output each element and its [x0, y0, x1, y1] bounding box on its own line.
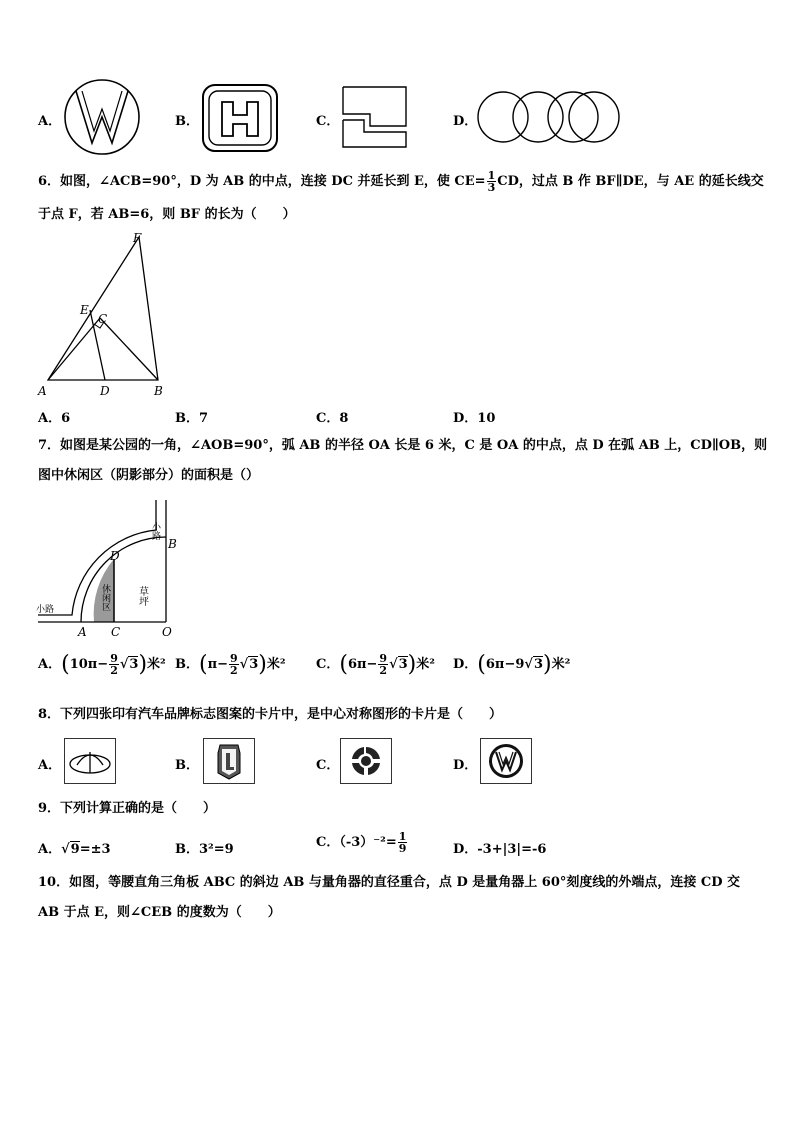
- q6-text-part2: CD，过点 B 作 BF∥DE，与 AE 的延长线交: [497, 174, 764, 189]
- q9-option-a: A．√9=±3: [38, 842, 111, 857]
- q6-fraction: [487, 170, 497, 193]
- q8-option-b-label: B．: [175, 758, 199, 773]
- q8-option-a-label: A．: [38, 758, 62, 773]
- label-path-left: 小路: [36, 605, 55, 615]
- q7-option-d: D．(6π−9√3)米²: [453, 652, 571, 677]
- q7-option-c: C．(6π− $\frac{9}{2}$ √3)米²: [316, 652, 435, 677]
- q5-option-d-label: D．: [453, 114, 478, 129]
- q5-option-a-label: A．: [38, 114, 62, 129]
- triangle-figure-q6: [30, 228, 180, 400]
- label-c: C: [111, 625, 121, 639]
- question-8-text: 8．下列四张印有汽车品牌标志图案的卡片中，是中心对称图形的卡片是（ ）: [38, 707, 503, 722]
- label-o: O: [162, 625, 172, 639]
- q6-text-part1: 6．如图，∠ACB=90°，D 为 AB 的中点，连接 DC 并延长到 E，使 CE=: [38, 174, 486, 189]
- label-lawn: 草坪: [136, 586, 148, 606]
- q6-option-c: C．8: [316, 411, 349, 426]
- label-f: F: [133, 231, 142, 245]
- question-9-text: 9．下列计算正确的是（ ）: [38, 801, 217, 816]
- q6-option-b: B．7: [175, 411, 209, 426]
- label-d: D: [100, 384, 110, 398]
- q6-option-a: A．6: [38, 411, 71, 426]
- question-6-text: [38, 170, 764, 193]
- q9-option-b: B．3²=9: [175, 842, 234, 857]
- label-path-top: 小路: [150, 522, 160, 540]
- question-6-line2: 于点 F，若 AB=6，则 BF 的长为（ ）: [38, 207, 296, 222]
- label-rest-area: 休闲区: [100, 584, 110, 611]
- park-figure-q7: [34, 492, 194, 640]
- label-d: D: [110, 549, 120, 563]
- q7-option-a: A．(10π− $\frac{9}{2}$ √3)米²: [38, 652, 166, 677]
- q5-option-c-label: C．: [316, 114, 340, 129]
- q8-option-d-label: D．: [453, 758, 478, 773]
- q6-frac-den: 3: [487, 181, 496, 194]
- card-c-logo-figure: [341, 739, 391, 783]
- label-a: A: [38, 384, 47, 398]
- q9-option-d: D．-3+|3|=-6: [453, 842, 547, 857]
- card-d: [480, 738, 532, 784]
- card-b: [203, 738, 255, 784]
- label-a: A: [78, 625, 87, 639]
- label-b: B: [154, 384, 163, 398]
- card-c: [340, 738, 392, 784]
- question-7-line2: 图中休闲区（阴影部分）的面积是（）: [38, 468, 260, 483]
- label-e: E: [80, 303, 89, 317]
- label-c: C: [98, 312, 108, 326]
- q5-option-b-label: B．: [175, 114, 199, 129]
- q7-option-b: B．(π− $\frac{9}{2}$ √3)米²: [175, 652, 286, 677]
- q6-frac-num: 1: [487, 169, 496, 182]
- three-rings-figure: [476, 90, 622, 144]
- card-a-logo-figure: [65, 739, 115, 783]
- card-b-logo-figure: [204, 739, 254, 783]
- label-b: B: [168, 537, 177, 551]
- q8-option-c-label: C．: [316, 758, 340, 773]
- question-10-line2: AB 于点 E，则∠CEB 的度数为（ ）: [38, 905, 281, 920]
- card-a: [64, 738, 116, 784]
- question-7-line1: 7．如图是某公园的一角，∠AOB=90°，弧 AB 的半径 OA 长是 6 米，C 是 OA 的中点，点 D 在弧 AB 上，CD∥OB，则: [38, 438, 768, 453]
- vw-logo-outline-figure: [62, 77, 142, 157]
- honda-h-logo-figure: [200, 82, 280, 154]
- q9-option-c: C．（-3）⁻²= $\frac{1}{9}$: [316, 830, 407, 855]
- question-10-line1: 10．如图，等腰直角三角板 ABC 的斜边 AB 与量角器的直径重合，点 D 是量角器上 60°刻度线的外端点，连接 CD 交: [38, 875, 741, 890]
- interlocking-blocks-figure: [340, 84, 410, 150]
- card-d-vw-logo-figure: [481, 739, 531, 783]
- q6-option-d: D．10: [453, 411, 496, 426]
